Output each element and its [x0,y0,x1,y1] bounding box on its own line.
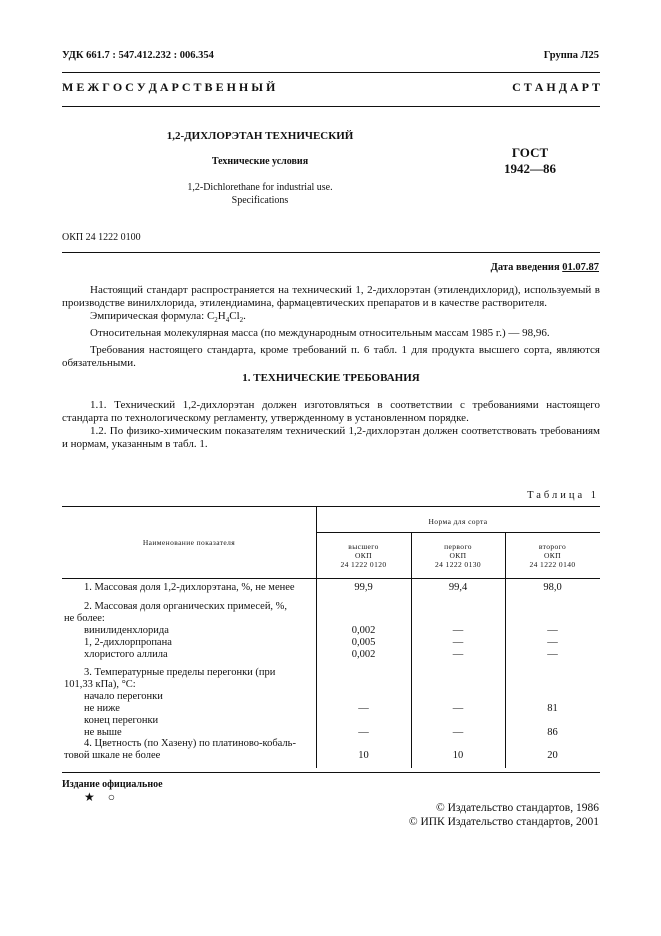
formula-c-sub: 2 [214,316,218,325]
intro-paragraph-requirements: Требования настоящего стандарта, кроме требований п. 6 табл. 1 для продукта высшего сорта, являются обязательными. [62,344,600,370]
formula-label: Эмпирическая формула: [90,310,207,322]
row3-end-first: — [452,727,464,738]
header-indicator: Наименование показателя [142,538,236,547]
formula-end: . [243,310,246,322]
row4-second: 20 [547,750,558,761]
intro-paragraph-mass: Относительная молекулярная масса (по международным относительным массам 1985 г.) — 98,96. [90,327,550,340]
intro-text [62,284,600,370]
english-title-line2: Specifications [231,195,289,206]
footer-divider [62,772,600,773]
english-title [110,181,410,207]
introduction-date [491,262,599,273]
section-title: 1. ТЕХНИЧЕСКИЕ ТРЕБОВАНИЯ [242,372,420,384]
formula-cl: Cl [229,310,240,322]
document-title: 1,2-ДИХЛОРЭТАН ТЕХНИЧЕСКИЙ [166,130,354,142]
table-grade-divider [316,532,600,533]
clause-1-1: 1.1. Технический 1,2-дихлорэтан должен изготовляться в соответствии с требованиями настоящего стандарта по технологическому регламенту, утвержденному в установленном порядке. [62,399,600,424]
grade-second-code: 24 1222 0140 [529,560,576,569]
row2-sub1-first: — [452,625,464,636]
intro-paragraph-formula [62,310,600,327]
table-caption: Таблица 1 [527,490,599,501]
table-header-divider [62,578,600,579]
udk-code: УДК 661.7 : 547.412.232 : 006.354 [62,50,214,61]
grade-highest-code: 24 1222 0120 [340,560,387,569]
row2-sub3-first: — [452,649,464,660]
formula-h-sub: 4 [225,316,230,325]
grade-first-okp: ОКП [449,551,467,560]
row2-sub3-highest: 0,002 [351,649,376,660]
header-divider-top [62,72,600,73]
circle-icon: ○ [107,790,116,804]
section-text [62,399,600,451]
gost-number: 1942—86 [504,161,556,176]
header-norm: Норма для сорта [428,517,488,526]
formula-h: H [217,310,226,322]
row2-sub3-second: — [547,649,558,660]
grade-first-code: 24 1222 0130 [434,560,482,569]
row3-start-limit: не ниже [84,703,120,714]
row3-label-line2: 101,33 кПа), °С: [64,679,136,690]
copyright-2001: © ИПК Издательство стандартов, 2001 [408,816,599,828]
row2-sub1-highest: 0,002 [351,625,376,636]
edition-marks [84,790,115,805]
row1-highest: 99,9 [354,582,373,593]
gost-block [490,145,570,177]
row3-end-limit: не выше [84,727,122,738]
table-top-border [62,506,600,507]
row3-label-line1: 3. Температурные пределы перегонки (при [84,667,276,678]
date-value: 01.07.87 [562,262,599,273]
row1-second: 98,0 [543,582,562,593]
table-1 [62,506,600,768]
header-grade-second [505,542,600,569]
group-code: Группа Л25 [543,50,599,61]
row3-end-second: 86 [547,727,558,738]
row4-highest: 10 [358,750,369,761]
row2-sub2-label: 1, 2-дихлорпропана [84,637,172,648]
row1-first: 99,4 [448,582,468,593]
header-divider-bottom [62,106,600,107]
row3-start-highest: — [358,703,369,714]
banner-left: М Е Ж Г О С У Д А Р С Т В Е Н Н Ы Й [62,80,276,94]
row2-sub1-label: винилиденхлорида [84,625,169,636]
row2-label-line1: 2. Массовая доля органических примесей, %, [84,601,288,612]
formula-cl-sub: 2 [239,316,244,325]
grade-highest-name: высшего [348,542,379,551]
grade-first-name: первого [444,542,472,551]
row4-label-line2: товой шкале не более [64,750,161,761]
row3-end-label: конец перегонки [84,715,159,726]
row3-start-first: — [452,703,464,714]
grade-second-name: второго [538,542,567,551]
row2-label-line2: не более: [64,613,105,624]
row3-end-highest: — [358,727,369,738]
title-block [110,130,410,207]
banner-right: С Т А Н Д А Р Т [512,80,600,94]
copyright-1986: © Издательство стандартов, 1986 [435,802,599,814]
official-edition: Издание официальное [62,779,163,790]
row1-label: 1. Массовая доля 1,2-дихлорэтана, %, не менее [84,582,295,593]
row3-start-second: 81 [547,703,558,714]
okp-code: ОКП 24 1222 0100 [62,232,141,243]
grade-second-okp: ОКП [543,551,562,560]
gost-label: ГОСТ [511,145,549,160]
header-grade-highest [316,542,411,569]
row2-sub1-second: — [547,625,558,636]
standard-banner [62,80,600,95]
row2-sub2-second: — [547,637,558,648]
row3-start-label: начало перегонки [84,691,163,702]
intro-paragraph-scope: Настоящий стандарт распространяется на технический 1, 2-дихлорэтан (этилендихлорид), используемый в производстве винилхлорида, этилендиамина, фармацевтических препаратов и в качестве растворителя. [62,284,600,309]
okp-divider [62,252,600,253]
english-title-line1: 1,2-Dichlorethane for industrial use. [187,182,333,193]
star-icon: ★ [84,790,95,804]
row2-sub3-label: хлористого аллила [84,649,168,660]
row2-sub2-highest: 0,005 [351,637,376,648]
row2-sub2-first: — [452,637,464,648]
row4-first: 10 [452,750,464,761]
grade-highest-okp: ОКП [354,551,373,560]
header-grade-first [411,542,505,569]
clause-1-2: 1.2. По физико-химическим показателям технический 1,2-дихлорэтан должен соответствовать требованиям и нормам, указанным в табл. 1. [62,425,600,450]
row4-label-line1: 4. Цветность (по Хазену) по платиново-кобаль- [84,738,296,749]
document-subtitle: Технические условия [211,156,309,167]
formula-c: C [206,310,215,322]
date-label: Дата введения [490,262,563,273]
